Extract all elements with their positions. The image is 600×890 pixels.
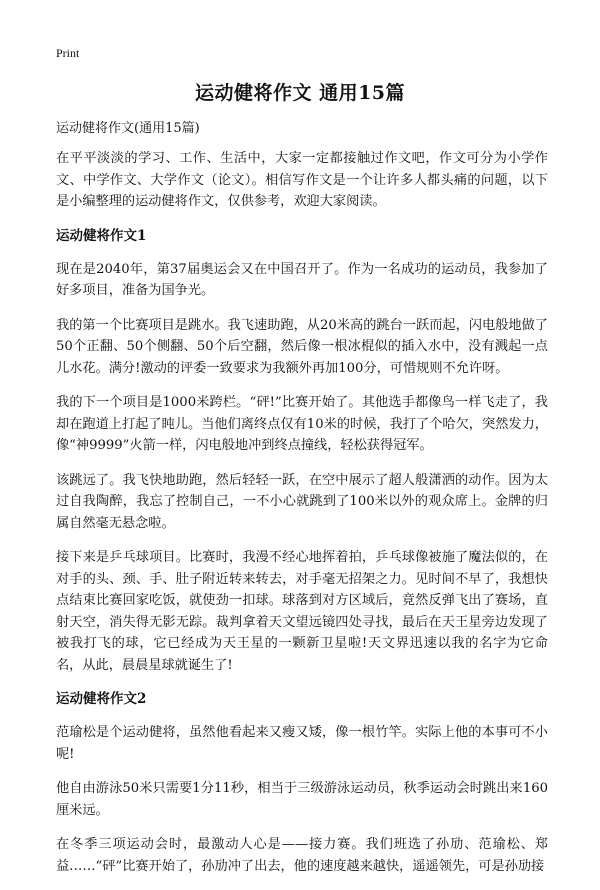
document-subtitle: 运动健将作文(通用15篇) <box>56 121 200 136</box>
paragraph: 范瑜松是个运动健将，虽然他看起来又瘦又矮，像一根竹竿。实际上他的本事可不小呢! <box>56 725 548 762</box>
document-body <box>56 120 548 890</box>
paragraph: 现在是2040年，第37届奥运会又在中国召开了。作为一名成功的运动员，我参加了好多项目，准备为国争光。 <box>56 261 548 298</box>
section-heading: 运动健将作文1 <box>56 227 147 244</box>
page-title: 运动健将作文 通用15篇 <box>194 82 406 104</box>
paragraph: 在冬季三项运动会时，最激动人心是——接力赛。我们班选了孙劢、范瑜松、郑益……“砰”比赛开始了，孙劢冲了出去，他的速度越来越快，遥遥领先，可是孙劢接 <box>56 837 548 874</box>
paragraph: 他自由游泳50米只需要1分11秒，相当于三级游泳运动员，秋季运动会时跳出来160厘米远。 <box>56 781 548 818</box>
print-label: Print <box>56 46 80 60</box>
intro-paragraph: 在平平淡淡的学习、工作、生活中，大家一定都接触过作文吧，作文可分为小学作文、中学作文、大学作文（论文）。相信写作文是一个让许多人都头痛的问题，以下是小编整理的运动健将作文，仅供参考，欢迎大家阅读。 <box>56 151 548 209</box>
paragraph: 我的第一个比赛项目是跳水。我飞速助跑，从20米高的跳台一跃而起，闪电般地做了50个正翻、50个侧翻、50个后空翻，然后像一根冰棍似的插入水中，没有溅起一点儿水花。满分!激动的评委一致要求为我额外再加100分，可惜规则不允许呀。 <box>56 317 548 376</box>
section-heading: 运动健将作文2 <box>56 691 147 707</box>
paragraph: 该跳远了。我飞快地助跑，然后轻轻一跃，在空中展示了超人般潇洒的动作。因为太过自我陶醉，我忘了控制自己，一不小心就跳到了100米以外的观众席上。金牌的归属自然毫无悬念啦。 <box>56 472 548 531</box>
paragraph: 接下来是乒乓球项目。比赛时，我漫不经心地挥着拍，乒乓球像被施了魔法似的，在对手的头、颈、手、肚子附近转来转去，对手毫无招架之力。见时间不早了，我想快点结束比赛回家吃饭，就使劲一扣球。球落到对方区域后，竟然反弹飞出了赛场，直射天空，消失得无影无踪。裁判拿着天文望远镜四处寻找，最后在天王星旁边发现了被我打飞的球，它已经成为天王星的一颗新卫星啦!天文界迅速以我的名字为它命名，从此，晨晨星球就诞生了! <box>56 550 548 673</box>
paragraph: 我的下一个项目是1000米跨栏。“砰!”比赛开始了。其他选手都像鸟一样飞走了，我却在跑道上打起了盹儿。当他们离终点仅有10米的时候，我打了个哈欠，突然发力，像“神9999”火箭一样，闪电般地冲到终点撞线，轻松获得冠军。 <box>56 395 548 453</box>
